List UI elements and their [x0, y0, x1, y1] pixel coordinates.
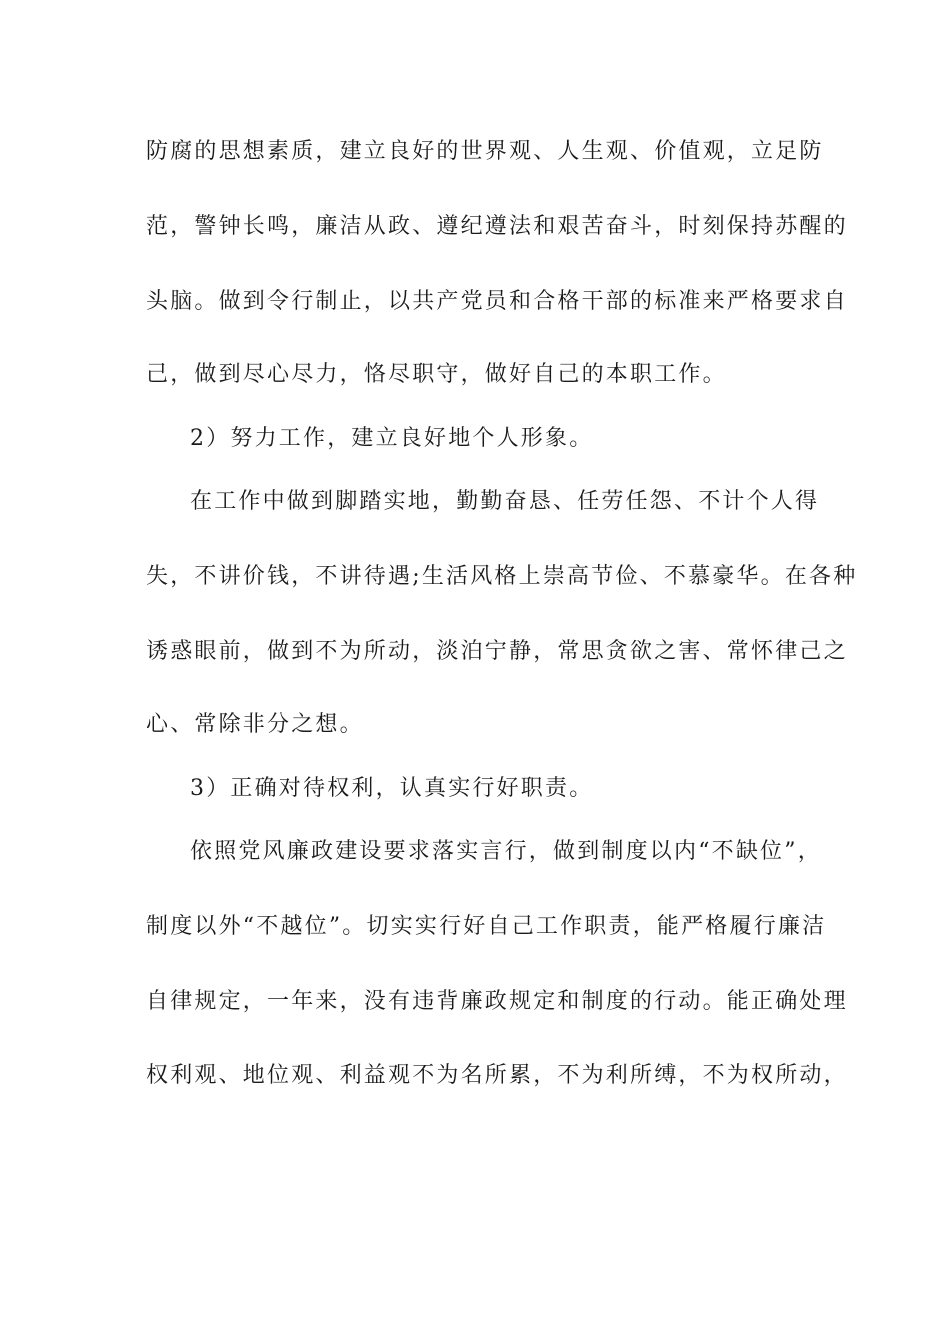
body-text-line: 范，警钟长鸣，廉洁从政、遵纪遵法和艰苦奋斗，时刻保持苏醒的 [146, 214, 848, 239]
body-text-line: 失，不讲价钱，不讲待遇;生活风格上崇高节俭、不慕豪华。在各种 [146, 564, 858, 589]
body-text-line: 自律规定，一年来，没有违背廉政规定和制度的行动。能正确处理 [146, 989, 848, 1014]
body-text-line: 依照党风廉政建设要求落实言行，做到制度以内“不缺位”， [190, 839, 822, 864]
body-text-line: 己，做到尽心尽力，恪尽职守，做好自己的本职工作。 [146, 362, 727, 387]
body-text-line: 心、常除非分之想。 [146, 712, 364, 737]
body-text-line: 防腐的思想素质，建立良好的世界观、人生观、价值观，立足防 [146, 139, 824, 164]
section-heading: 2）努力工作，建立良好地个人形象。 [190, 426, 594, 451]
section-heading: 3）正确对待权利，认真实行好职责。 [190, 776, 594, 801]
body-text-line: 头脑。做到令行制止，以共产党员和合格干部的标准来严格要求自 [146, 289, 848, 314]
body-text-line: 制度以外“不越位”。切实实行好自己工作职责，能严格履行廉洁 [146, 914, 827, 939]
body-text-line: 诱惑眼前，做到不为所动，淡泊宁静，常思贪欲之害、常怀律己之 [146, 639, 848, 664]
body-text-line: 在工作中做到脚踏实地，勤勤奋恳、任劳任怨、不计个人得 [190, 489, 820, 514]
body-text-line: 权利观、地位观、利益观不为名所累，不为利所缚，不为权所动， [146, 1063, 848, 1088]
